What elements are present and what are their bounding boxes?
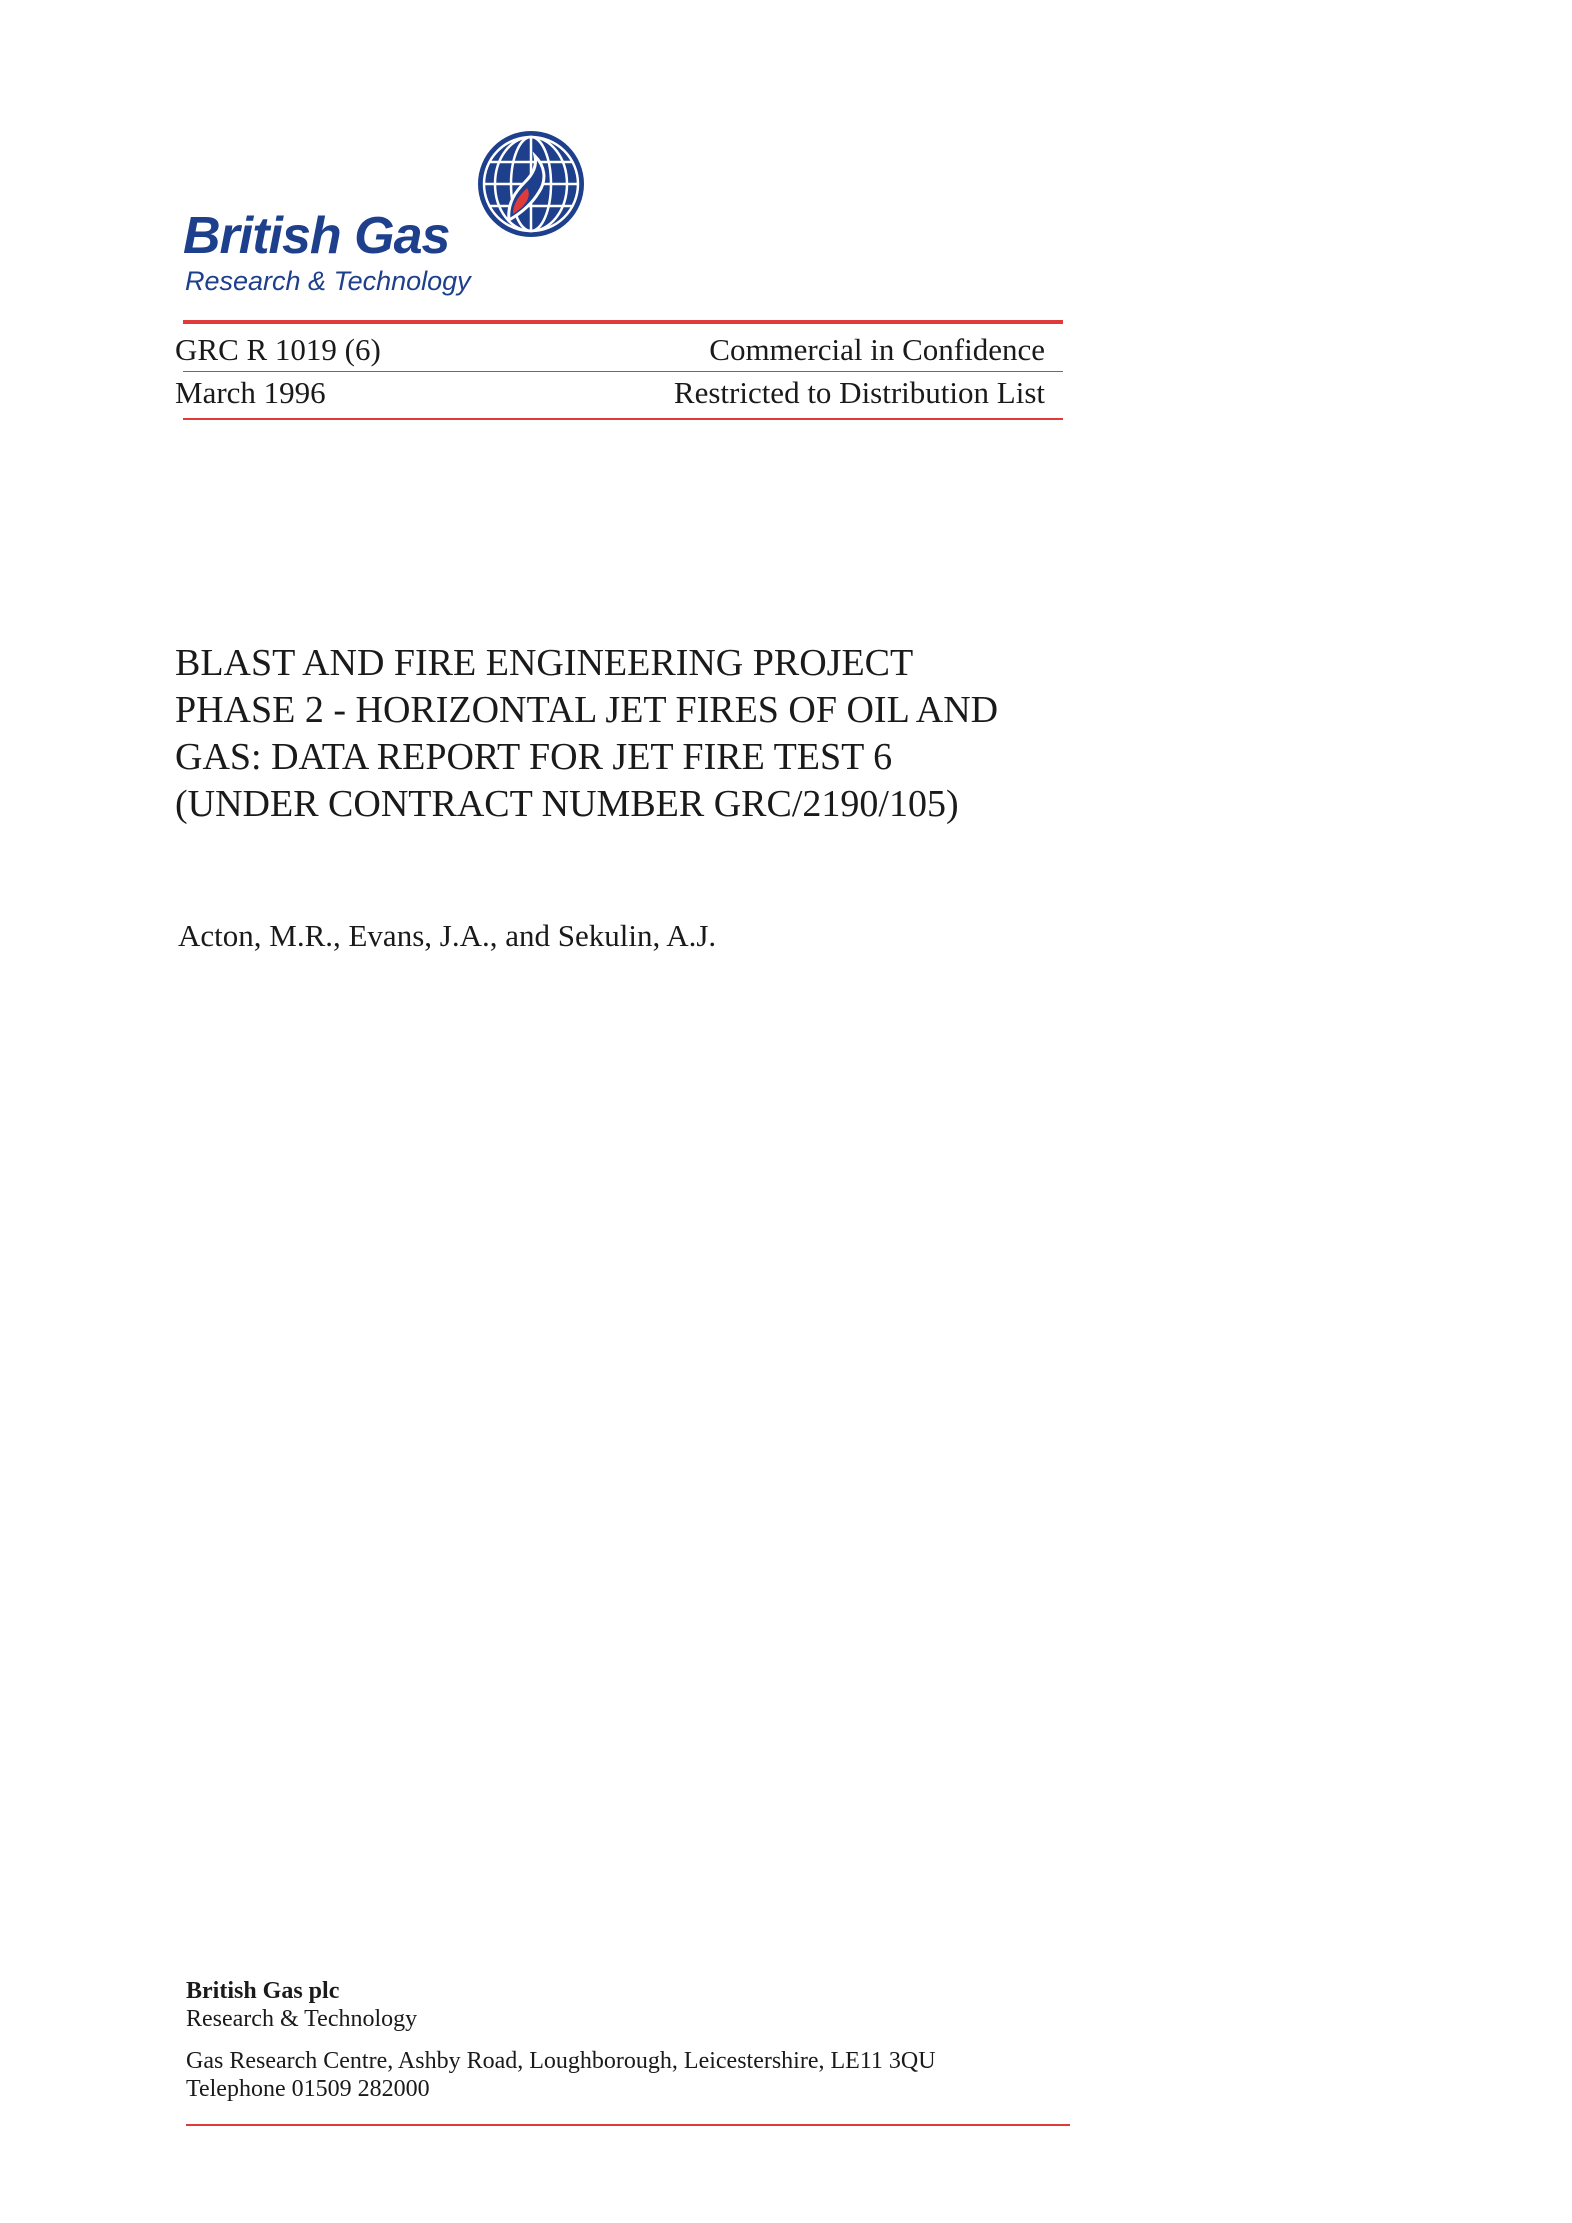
footer-address: Gas Research Centre, Ashby Road, Loughborough, Leicestershire, LE11 3QU <box>186 2048 936 2074</box>
footer-rule <box>186 2124 1070 2126</box>
report-reference: GRC R 1019 (6) <box>175 332 381 367</box>
title-line: GAS: DATA REPORT FOR JET FIRE TEST 6 <box>175 736 893 778</box>
report-title <box>175 640 1075 828</box>
footer-address-block <box>186 1977 1086 2103</box>
title-line: (UNDER CONTRACT NUMBER GRC/2190/105) <box>175 783 959 825</box>
footer-telephone: Telephone 01509 282000 <box>186 2076 430 2102</box>
classification-label: Commercial in Confidence <box>709 332 1045 367</box>
header-rule-bottom <box>183 418 1063 420</box>
title-line: BLAST AND FIRE ENGINEERING PROJECT <box>175 642 914 684</box>
title-line: PHASE 2 - HORIZONTAL JET FIRES OF OIL AND <box>175 689 999 731</box>
globe-flame-icon <box>475 128 587 240</box>
header-rule-middle <box>183 371 1063 372</box>
footer-company: British Gas plc <box>186 1978 340 2004</box>
logo-subtitle: Research & Technology <box>185 266 471 296</box>
logo-wordmark: British Gas <box>183 207 450 265</box>
british-gas-logo <box>183 128 603 308</box>
report-date: March 1996 <box>175 375 326 410</box>
distribution-label: Restricted to Distribution List <box>673 375 1045 410</box>
header-rule-top <box>183 320 1063 324</box>
authors: Acton, M.R., Evans, J.A., and Sekulin, A.J. <box>178 918 717 953</box>
footer-division: Research & Technology <box>186 2006 418 2032</box>
